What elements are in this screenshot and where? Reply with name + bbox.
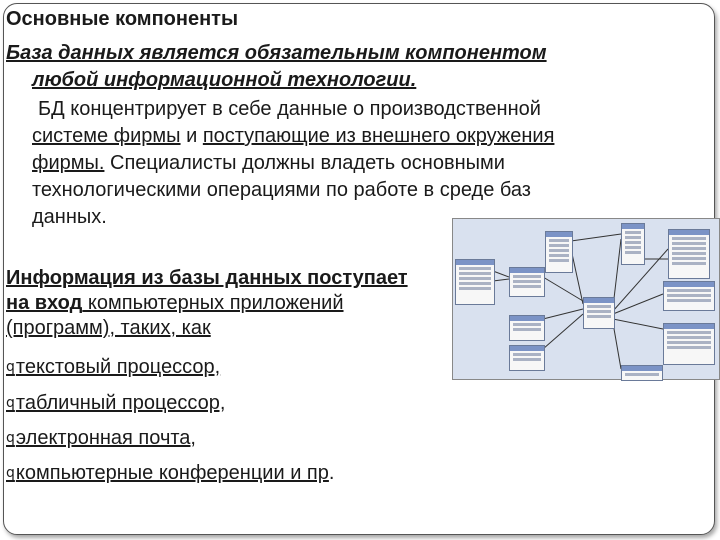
list-item	[6, 427, 196, 450]
paragraph-db-line-4: технологическими операциями по работе в среде баз	[32, 179, 531, 201]
bullet-marker-icon: q	[6, 359, 15, 375]
schema-table	[509, 345, 545, 371]
list-item	[6, 462, 334, 485]
bullet-marker-icon: q	[6, 465, 15, 481]
paragraph-db-line-1: БД концентрирует в себе данные о производственной	[38, 98, 541, 120]
list-item-text: электронная почта,	[15, 427, 196, 449]
schema-table	[509, 315, 545, 341]
db-schema-image	[452, 218, 720, 380]
paragraph-db	[32, 96, 632, 231]
list-item-text: текстовый процессор,	[15, 356, 221, 378]
list-item-text: табличный процессор,	[15, 392, 226, 414]
subtitle-line-2: любой информационной технологии.	[32, 69, 417, 91]
schema-table	[583, 297, 615, 329]
text-plain: Специалисты должны владеть основными	[104, 152, 505, 174]
schema-table	[663, 281, 715, 311]
schema-table	[621, 223, 645, 265]
list-item	[6, 392, 225, 415]
bullet-marker-icon: q	[6, 395, 15, 411]
schema-table	[668, 229, 710, 279]
text-plain: и	[180, 125, 203, 147]
schema-table	[663, 323, 715, 365]
slide-title: Основные компоненты	[6, 8, 239, 30]
paragraph-apps-line-1: Информация из базы данных поступает	[6, 267, 408, 289]
text-plain: компьютерных приложений	[82, 292, 344, 314]
paragraph-db-line-5: данных.	[32, 206, 107, 228]
list-item-text: компьютерные конференции и пр	[15, 462, 329, 484]
list-item	[6, 356, 220, 379]
bullet-marker-icon: q	[6, 430, 15, 446]
list-item-suffix: .	[328, 462, 335, 484]
text-underlined: системе фирмы	[32, 125, 181, 147]
paragraph-apps-line-3: (программ), таких, как	[6, 317, 211, 339]
paragraph-db-line-2	[32, 123, 632, 150]
paragraph-db-line-3	[32, 150, 632, 177]
subtitle-line-1: База данных является обязательным компонентом	[6, 42, 547, 64]
text-underlined: фирмы.	[32, 152, 105, 174]
text-bold: на вход	[6, 292, 83, 314]
subtitle	[6, 40, 626, 94]
text-underlined: поступающие из внешнего окружения	[202, 125, 555, 147]
paragraph-apps-line-2	[6, 291, 426, 316]
paragraph-apps	[6, 266, 426, 341]
schema-table	[455, 259, 495, 305]
schema-table	[545, 231, 573, 273]
schema-table	[509, 267, 545, 297]
schema-table	[621, 365, 663, 381]
